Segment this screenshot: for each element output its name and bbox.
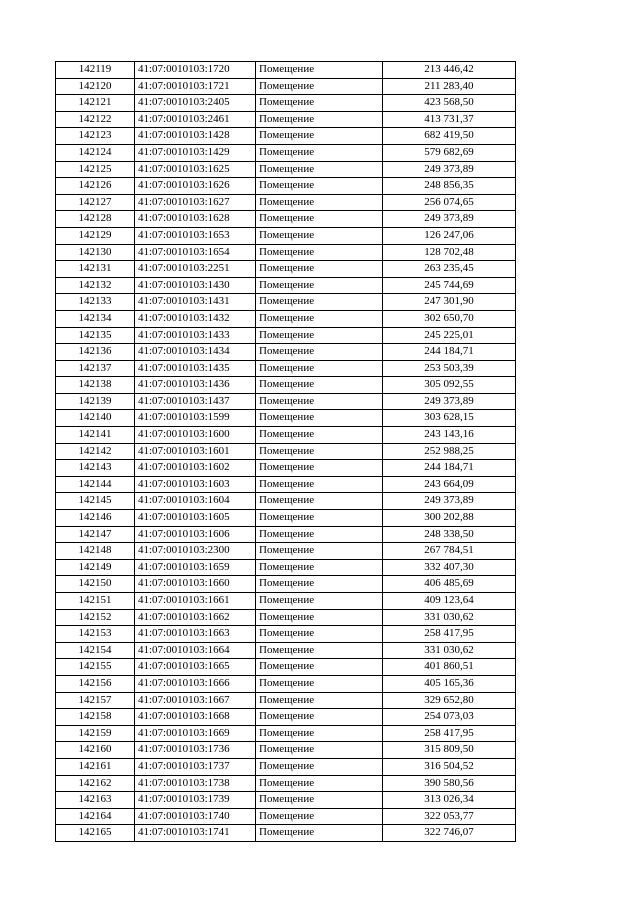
cadastral-value-cell: 322 053,77 [383,808,516,825]
row-number-cell: 142161 [56,758,135,775]
table-row [56,62,516,79]
row-number-cell: 142119 [56,62,135,79]
table-row [56,211,516,228]
cadastral-value-cell: 252 988,25 [383,443,516,460]
table-row [56,825,516,842]
object-type-cell: Помещение [256,626,383,643]
row-number-cell: 142158 [56,709,135,726]
row-number-cell: 142127 [56,194,135,211]
cadastral-value-cell: 213 446,42 [383,62,516,79]
row-number-cell: 142126 [56,178,135,195]
table-row [56,626,516,643]
row-number-cell: 142147 [56,526,135,543]
cadastral-number-cell: 41:07:0010103:1430 [135,277,256,294]
cadastral-number-cell: 41:07:0010103:1663 [135,626,256,643]
table-body [56,62,516,842]
cadastral-value-cell: 245 225,01 [383,327,516,344]
object-type-cell: Помещение [256,742,383,759]
object-type-cell: Помещение [256,360,383,377]
object-type-cell: Помещение [256,377,383,394]
row-number-cell: 142152 [56,609,135,626]
cadastral-value-cell: 406 485,69 [383,576,516,593]
cadastral-value-cell: 249 373,89 [383,211,516,228]
object-type-cell: Помещение [256,443,383,460]
cadastral-number-cell: 41:07:0010103:1435 [135,360,256,377]
table-row [56,327,516,344]
object-type-cell: Помещение [256,476,383,493]
row-number-cell: 142151 [56,593,135,610]
row-number-cell: 142153 [56,626,135,643]
cadastral-value-cell: 248 856,35 [383,178,516,195]
cadastral-number-cell: 41:07:0010103:1604 [135,493,256,510]
object-type-cell: Помещение [256,559,383,576]
object-type-cell: Помещение [256,808,383,825]
cadastral-number-cell: 41:07:0010103:1429 [135,144,256,161]
cadastral-number-cell: 41:07:0010103:1740 [135,808,256,825]
object-type-cell: Помещение [256,675,383,692]
cadastral-number-cell: 41:07:0010103:2405 [135,95,256,112]
object-type-cell: Помещение [256,576,383,593]
cadastral-number-cell: 41:07:0010103:1600 [135,427,256,444]
cadastral-value-table [55,61,516,842]
cadastral-value-cell: 243 664,09 [383,476,516,493]
row-number-cell: 142155 [56,659,135,676]
object-type-cell: Помещение [256,294,383,311]
cadastral-value-cell: 322 746,07 [383,825,516,842]
cadastral-number-cell: 41:07:0010103:1720 [135,62,256,79]
table-row [56,792,516,809]
row-number-cell: 142134 [56,310,135,327]
row-number-cell: 142145 [56,493,135,510]
table-row [56,659,516,676]
cadastral-number-cell: 41:07:0010103:1601 [135,443,256,460]
cadastral-number-cell: 41:07:0010103:1599 [135,410,256,427]
cadastral-value-cell: 256 074,65 [383,194,516,211]
table-row [56,593,516,610]
table-row [56,161,516,178]
cadastral-number-cell: 41:07:0010103:1739 [135,792,256,809]
object-type-cell: Помещение [256,194,383,211]
cadastral-value-cell: 258 417,95 [383,626,516,643]
object-type-cell: Помещение [256,659,383,676]
cadastral-number-cell: 41:07:0010103:1721 [135,78,256,95]
object-type-cell: Помещение [256,526,383,543]
row-number-cell: 142141 [56,427,135,444]
cadastral-number-cell: 41:07:0010103:1667 [135,692,256,709]
table-row [56,310,516,327]
object-type-cell: Помещение [256,593,383,610]
cadastral-number-cell: 41:07:0010103:2461 [135,111,256,128]
table-row [56,78,516,95]
cadastral-value-cell: 315 809,50 [383,742,516,759]
object-type-cell: Помещение [256,609,383,626]
row-number-cell: 142140 [56,410,135,427]
row-number-cell: 142142 [56,443,135,460]
object-type-cell: Помещение [256,277,383,294]
table-row [56,493,516,510]
cadastral-value-cell: 248 338,50 [383,526,516,543]
cadastral-number-cell: 41:07:0010103:1738 [135,775,256,792]
object-type-cell: Помещение [256,427,383,444]
row-number-cell: 142129 [56,227,135,244]
table-row [56,742,516,759]
table-row [56,675,516,692]
cadastral-number-cell: 41:07:0010103:1669 [135,725,256,742]
cadastral-value-cell: 249 373,89 [383,161,516,178]
table-row [56,642,516,659]
cadastral-number-cell: 41:07:0010103:1668 [135,709,256,726]
cadastral-number-cell: 41:07:0010103:2300 [135,543,256,560]
cadastral-value-cell: 244 184,71 [383,460,516,477]
row-number-cell: 142154 [56,642,135,659]
cadastral-number-cell: 41:07:0010103:1662 [135,609,256,626]
row-number-cell: 142148 [56,543,135,560]
row-number-cell: 142159 [56,725,135,742]
cadastral-value-cell: 331 030,62 [383,609,516,626]
row-number-cell: 142144 [56,476,135,493]
row-number-cell: 142120 [56,78,135,95]
cadastral-number-cell: 41:07:0010103:1741 [135,825,256,842]
table-row [56,111,516,128]
cadastral-number-cell: 41:07:0010103:1603 [135,476,256,493]
cadastral-value-cell: 253 503,39 [383,360,516,377]
cadastral-value-cell: 316 504,52 [383,758,516,775]
table-row [56,227,516,244]
row-number-cell: 142122 [56,111,135,128]
cadastral-value-cell: 332 407,30 [383,559,516,576]
row-number-cell: 142157 [56,692,135,709]
cadastral-value-cell: 423 568,50 [383,95,516,112]
object-type-cell: Помещение [256,62,383,79]
cadastral-value-cell: 244 184,71 [383,344,516,361]
row-number-cell: 142128 [56,211,135,228]
row-number-cell: 142149 [56,559,135,576]
object-type-cell: Помещение [256,460,383,477]
table-row [56,775,516,792]
table-row [56,377,516,394]
table-row [56,692,516,709]
cadastral-value-cell: 303 628,15 [383,410,516,427]
object-type-cell: Помещение [256,775,383,792]
cadastral-value-cell: 313 026,34 [383,792,516,809]
cadastral-number-cell: 41:07:0010103:1666 [135,675,256,692]
cadastral-value-cell: 401 860,51 [383,659,516,676]
cadastral-value-cell: 249 373,89 [383,393,516,410]
row-number-cell: 142165 [56,825,135,842]
table-row [56,709,516,726]
object-type-cell: Помещение [256,642,383,659]
object-type-cell: Помещение [256,344,383,361]
object-type-cell: Помещение [256,709,383,726]
table-row [56,609,516,626]
row-number-cell: 142160 [56,742,135,759]
cadastral-value-cell: 245 744,69 [383,277,516,294]
cadastral-value-cell: 302 650,70 [383,310,516,327]
cadastral-value-cell: 413 731,37 [383,111,516,128]
table-row [56,178,516,195]
object-type-cell: Помещение [256,227,383,244]
cadastral-value-cell: 126 247,06 [383,227,516,244]
row-number-cell: 142121 [56,95,135,112]
row-number-cell: 142135 [56,327,135,344]
table-row [56,128,516,145]
table-row [56,427,516,444]
row-number-cell: 142123 [56,128,135,145]
cadastral-number-cell: 41:07:0010103:1434 [135,344,256,361]
object-type-cell: Помещение [256,261,383,278]
object-type-cell: Помещение [256,410,383,427]
cadastral-value-cell: 390 580,56 [383,775,516,792]
object-type-cell: Помещение [256,393,383,410]
cadastral-value-cell: 258 417,95 [383,725,516,742]
cadastral-number-cell: 41:07:0010103:1605 [135,510,256,527]
table-row [56,758,516,775]
table-row [56,393,516,410]
cadastral-value-cell: 128 702,48 [383,244,516,261]
cadastral-number-cell: 41:07:0010103:1661 [135,593,256,610]
row-number-cell: 142132 [56,277,135,294]
cadastral-number-cell: 41:07:0010103:1627 [135,194,256,211]
cadastral-value-cell: 267 784,51 [383,543,516,560]
table-row [56,808,516,825]
row-number-cell: 142162 [56,775,135,792]
cadastral-value-cell: 409 123,64 [383,593,516,610]
cadastral-number-cell: 41:07:0010103:1626 [135,178,256,195]
cadastral-number-cell: 41:07:0010103:1602 [135,460,256,477]
cadastral-number-cell: 41:07:0010103:2251 [135,261,256,278]
cadastral-value-cell: 682 419,50 [383,128,516,145]
table-row [56,526,516,543]
object-type-cell: Помещение [256,692,383,709]
cadastral-value-cell: 579 682,69 [383,144,516,161]
object-type-cell: Помещение [256,327,383,344]
table-row [56,244,516,261]
cadastral-value-cell: 305 092,55 [383,377,516,394]
object-type-cell: Помещение [256,111,383,128]
cadastral-number-cell: 41:07:0010103:1625 [135,161,256,178]
cadastral-value-cell: 249 373,89 [383,493,516,510]
cadastral-number-cell: 41:07:0010103:1665 [135,659,256,676]
table-row [56,543,516,560]
cadastral-value-cell: 329 652,80 [383,692,516,709]
cadastral-value-cell: 331 030,62 [383,642,516,659]
row-number-cell: 142139 [56,393,135,410]
cadastral-number-cell: 41:07:0010103:1436 [135,377,256,394]
row-number-cell: 142164 [56,808,135,825]
cadastral-value-cell: 405 165,36 [383,675,516,692]
cadastral-number-cell: 41:07:0010103:1660 [135,576,256,593]
table-row [56,194,516,211]
row-number-cell: 142130 [56,244,135,261]
object-type-cell: Помещение [256,543,383,560]
table-row [56,510,516,527]
row-number-cell: 142156 [56,675,135,692]
row-number-cell: 142133 [56,294,135,311]
table-row [56,410,516,427]
table-row [56,360,516,377]
object-type-cell: Помещение [256,144,383,161]
cadastral-value-cell: 263 235,45 [383,261,516,278]
table-row [56,95,516,112]
object-type-cell: Помещение [256,792,383,809]
table-row [56,460,516,477]
table-row [56,277,516,294]
row-number-cell: 142124 [56,144,135,161]
object-type-cell: Помещение [256,178,383,195]
cadastral-number-cell: 41:07:0010103:1737 [135,758,256,775]
cadastral-number-cell: 41:07:0010103:1653 [135,227,256,244]
object-type-cell: Помещение [256,825,383,842]
cadastral-number-cell: 41:07:0010103:1432 [135,310,256,327]
object-type-cell: Помещение [256,510,383,527]
object-type-cell: Помещение [256,78,383,95]
cadastral-number-cell: 41:07:0010103:1437 [135,393,256,410]
table-row [56,261,516,278]
row-number-cell: 142137 [56,360,135,377]
cadastral-number-cell: 41:07:0010103:1628 [135,211,256,228]
row-number-cell: 142136 [56,344,135,361]
object-type-cell: Помещение [256,128,383,145]
object-type-cell: Помещение [256,95,383,112]
cadastral-value-cell: 247 301,90 [383,294,516,311]
cadastral-number-cell: 41:07:0010103:1659 [135,559,256,576]
object-type-cell: Помещение [256,244,383,261]
table-row [56,725,516,742]
row-number-cell: 142150 [56,576,135,593]
object-type-cell: Помещение [256,758,383,775]
table-row [56,476,516,493]
cadastral-value-cell: 211 283,40 [383,78,516,95]
cadastral-value-cell: 243 143,16 [383,427,516,444]
cadastral-number-cell: 41:07:0010103:1431 [135,294,256,311]
cadastral-number-cell: 41:07:0010103:1606 [135,526,256,543]
table-row [56,576,516,593]
row-number-cell: 142143 [56,460,135,477]
cadastral-number-cell: 41:07:0010103:1428 [135,128,256,145]
table-row [56,294,516,311]
row-number-cell: 142125 [56,161,135,178]
object-type-cell: Помещение [256,310,383,327]
row-number-cell: 142138 [56,377,135,394]
object-type-cell: Помещение [256,211,383,228]
row-number-cell: 142146 [56,510,135,527]
object-type-cell: Помещение [256,493,383,510]
object-type-cell: Помещение [256,161,383,178]
cadastral-value-cell: 254 073,03 [383,709,516,726]
row-number-cell: 142163 [56,792,135,809]
table-row [56,443,516,460]
row-number-cell: 142131 [56,261,135,278]
table-row [56,559,516,576]
table-row [56,144,516,161]
cadastral-number-cell: 41:07:0010103:1736 [135,742,256,759]
cadastral-value-cell: 300 202,88 [383,510,516,527]
table-row [56,344,516,361]
object-type-cell: Помещение [256,725,383,742]
cadastral-number-cell: 41:07:0010103:1433 [135,327,256,344]
cadastral-number-cell: 41:07:0010103:1664 [135,642,256,659]
cadastral-number-cell: 41:07:0010103:1654 [135,244,256,261]
